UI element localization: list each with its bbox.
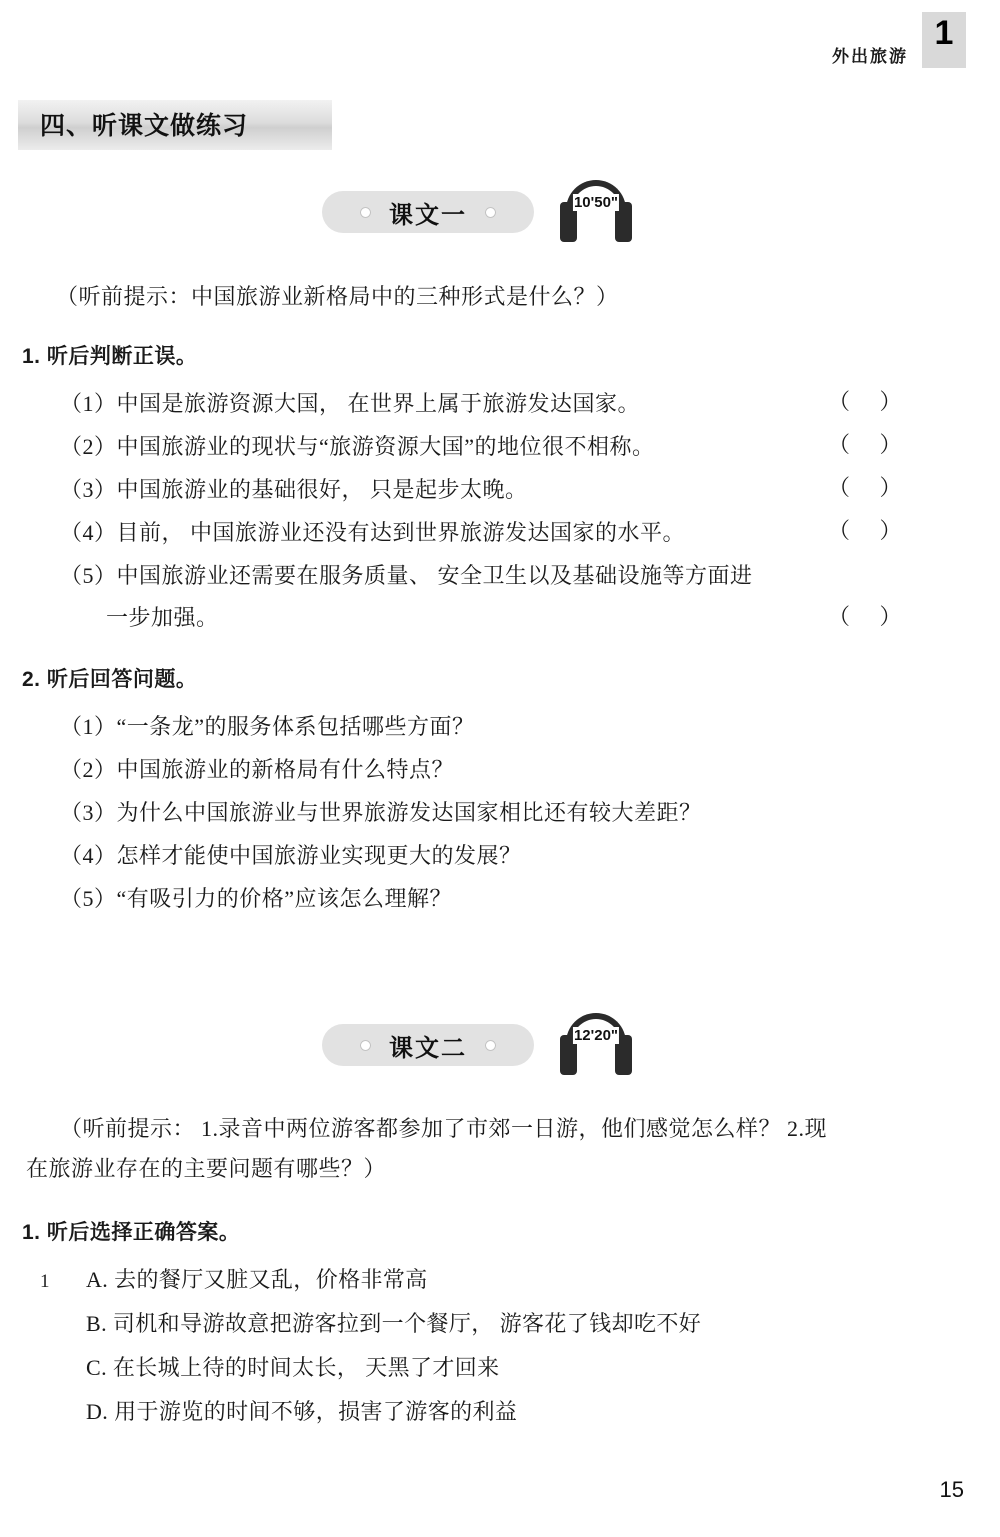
list-item — [40, 1302, 920, 1346]
headphone-icon — [558, 180, 634, 244]
lesson-one-task2-list — [60, 706, 880, 920]
chapter-badge — [922, 12, 966, 68]
lesson-two-choice-list — [40, 1258, 920, 1434]
lesson-two-pill — [322, 1024, 534, 1066]
answer-bracket[interactable]: （ ） — [828, 432, 914, 457]
page-header — [832, 14, 966, 82]
list-item: （2）中国旅游业的新格局有什么特点？ — [60, 756, 455, 782]
dot-icon — [485, 207, 496, 218]
lesson-two-header — [322, 1013, 634, 1077]
lesson-two-prompt-line2: 在旅游业存在的主要问题有哪些？） — [26, 1156, 387, 1181]
question-number: 1 — [40, 1271, 50, 1292]
lesson-one-task1-list — [60, 383, 860, 640]
lesson-one-pill — [322, 191, 534, 233]
lesson-one-label: 课文一 — [389, 201, 467, 229]
dot-icon — [360, 207, 371, 218]
lesson-one-task1-title: 1. 听后判断正误。 — [22, 345, 198, 368]
list-item: （5）中国旅游业还需要在服务质量、 安全卫生以及基础设施等方面进 — [60, 562, 753, 588]
chapter-number: 1 — [934, 14, 954, 52]
answer-bracket[interactable]: （ ） — [828, 475, 914, 500]
lesson-two-label: 课文二 — [389, 1034, 467, 1062]
list-item-continuation: 一步加强。 — [106, 605, 219, 631]
list-item: （4）目前， 中国旅游业还没有达到世界旅游发达国家的水平。 — [60, 519, 686, 545]
lesson-two-prompt-line1: （听前提示： 1.录音中两位游客都参加了市郊一日游，他们感觉怎么样？ 2.现 — [60, 1116, 828, 1141]
list-item — [40, 1258, 920, 1302]
lesson-one-task2-title: 2. 听后回答问题。 — [22, 668, 198, 691]
answer-bracket[interactable]: （ ） — [828, 389, 914, 414]
choice-option-a[interactable]: A. 去的餐厅又脏又乱，价格非常高 — [86, 1267, 428, 1292]
lesson-two-task1-title: 1. 听后选择正确答案。 — [22, 1221, 241, 1244]
lesson-two-audio-duration: 12'20" — [573, 1027, 619, 1044]
list-item: （5）“有吸引力的价格”应该怎么理解？ — [60, 885, 453, 911]
list-item — [40, 1390, 920, 1434]
lesson-one-audio-duration: 10'50" — [573, 194, 619, 211]
dot-icon — [360, 1040, 371, 1051]
list-item: （2）中国旅游业的现状与“旅游资源大国”的地位很不相称。 — [60, 433, 655, 459]
dot-icon — [485, 1040, 496, 1051]
choice-option-b[interactable]: B. 司机和导游故意把游客拉到一个餐厅， 游客花了钱却吃不好 — [86, 1311, 702, 1336]
lesson-one-header — [322, 180, 634, 244]
page-number: 15 — [939, 1477, 964, 1502]
choice-option-c[interactable]: C. 在长城上待的时间太长， 天黑了才回来 — [86, 1355, 500, 1380]
list-item: （1）中国是旅游资源大国， 在世界上属于旅游发达国家。 — [60, 391, 641, 416]
header-title: 外出旅游 — [832, 46, 908, 66]
section-heading-label: 四、听课文做练习 — [40, 112, 249, 140]
list-item: （4）怎样才能使中国旅游业实现更大的发展？ — [60, 842, 522, 868]
list-item: （3）中国旅游业的基础很好， 只是起步太晚。 — [60, 476, 528, 502]
section-heading — [18, 100, 332, 150]
list-item: （3）为什么中国旅游业与世界旅游发达国家相比还有较大差距？ — [60, 799, 702, 825]
choice-option-d[interactable]: D. 用于游览的时间不够，损害了游客的利益 — [86, 1399, 518, 1424]
list-item — [40, 1346, 920, 1390]
answer-bracket[interactable]: （ ） — [828, 604, 914, 629]
headphone-icon — [558, 1013, 634, 1077]
list-item: （1）“一条龙”的服务体系包括哪些方面？ — [60, 714, 475, 739]
lesson-one-prompt: （听前提示：中国旅游业新格局中的三种形式是什么？） — [56, 284, 619, 309]
answer-bracket[interactable]: （ ） — [828, 518, 914, 543]
